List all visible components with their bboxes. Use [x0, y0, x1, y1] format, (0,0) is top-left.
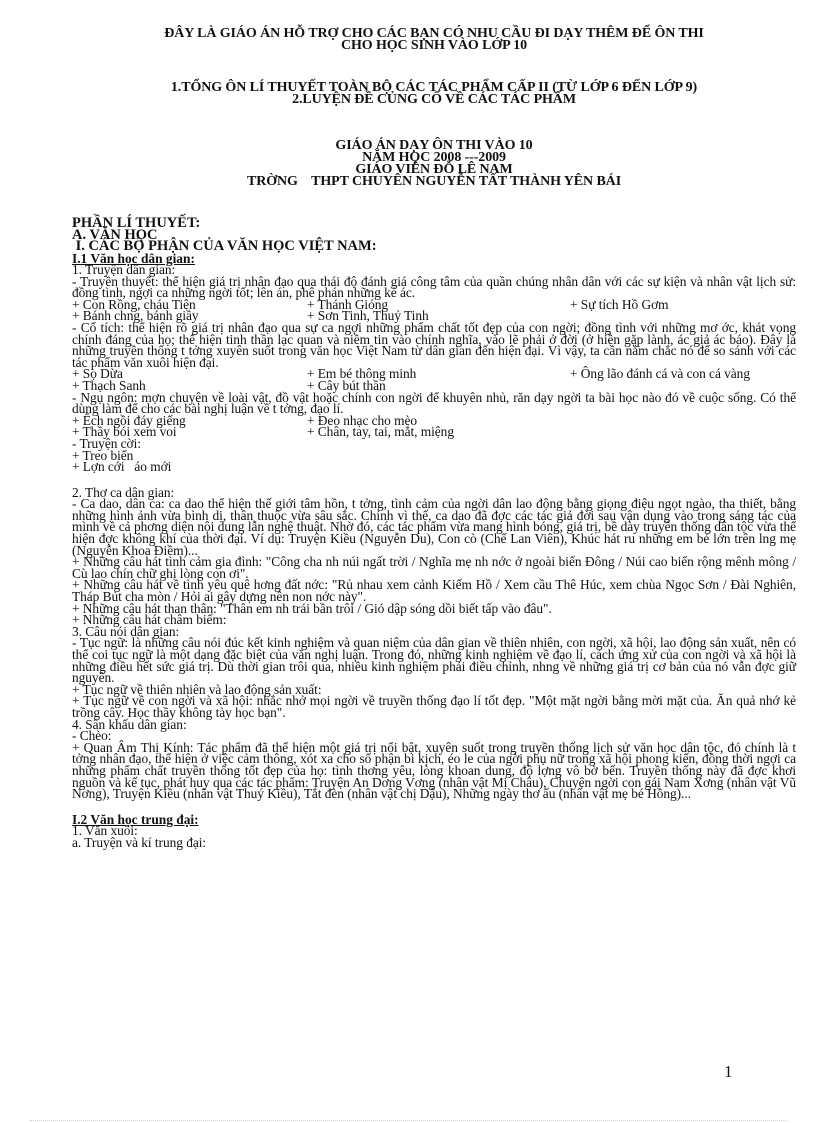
list-item: + Treo biển: [72, 447, 134, 463]
heading-line: GIÁO ÁN DẠY ÔN THI VÀO 10: [335, 138, 533, 153]
medieval-content: [72, 825, 796, 848]
paragraph: - Ngụ ngôn: mợn chuyện về loài vật, đồ vật hoặc chính con ngời để khuyên nhủ, răn dạy ngời ta bài học nào đó về cuộc sống. Có thể dùng làm để cho các bài nghị luận về t tởng, đạo lí.: [72, 389, 796, 417]
list-item: + Sự tích Hồ Gơm: [570, 296, 669, 312]
list-item: + Cây bút thần: [307, 377, 386, 393]
paragraph: + Những câu hát về tình yêu quê hơng đất nớc: "Rủ nhau xem cảnh Kiếm Hồ / Xem cầu Thê Húc, xem chùa Ngọc Sơn / Đài Nghiên, Tháp Bút cha mòn / Hỏi ai gây dựng nên non nớc này".: [72, 577, 796, 605]
part-heading: PHẦN LÍ THUYẾT:: [72, 215, 201, 231]
subsection-title: 4. Sân khấu dân gian:: [72, 716, 187, 732]
heading-line: ĐÂY LÀ GIÁO ÁN HỖ TRỢ CHO CÁC BẠN CÓ NHU CẦU ĐI DẠY THÊM ĐỂ ÔN THI: [164, 26, 704, 41]
paragraph: + Quan Âm Thị Kính: Tác phẩm đã thể hiện một giá trị nổi bật, xuyên suốt trong truyền thống lịch sử văn học dân tộc, đó chính là t tởng nhân đạo, thể hiện ở việc cảm thông, xót xa cho số phận bi kịch, éo le của ngời phụ nữ trong xã hội phong kiến, đồng thời ngợi ca những phẩm chất truyền thống tốt đẹp của họ: tình thơng yêu, lòng khoan dung, độ lợng vô bờ bến. Truyền thống này đã đợc khơi nguồn và kế tục, phát huy qua các tác phẩm: Truyện An Dơng Vơng (nhân vật Mị Châu), Chuyện ngời con gái Nam Xơng (nhân vật Vũ Nơng), Truyện Kiều (nhân vật Thuý Kiều), Tắt đèn (nhân vật chị Dậu), Những ngày thơ ấu (nhân vật mẹ bé Hồng)...: [72, 739, 796, 802]
subsection-title: 1. Văn xuôi:: [72, 823, 138, 839]
list-item: + Con Rồng, cháu Tiên: [72, 296, 196, 312]
heading-line: NĂM HỌC 2008 ---2009: [362, 150, 506, 165]
list-item: + Sơn Tinh, Thuỷ Tinh: [307, 308, 429, 324]
intro-heading: [72, 28, 796, 52]
list-item: + Ếch ngồi đáy giếng: [72, 412, 186, 428]
heading-line: TRỜNG THPT CHUYÊN NGUYỄN TẤT THÀNH YÊN BÁI: [246, 174, 622, 189]
list-row: [72, 368, 796, 380]
paragraph: + Những câu hát châm biếm:: [72, 612, 227, 628]
list-item: + Sọ Dừa: [72, 366, 123, 382]
paragraph: - Tục ngữ: là những câu nói đúc kết kinh nghiệm và quan niệm của dân gian về thiên nhiên, con ngời, xã hội, lao động sản xuất, nên có thể coi tục ngữ là một dạng đặc biệt của văn nghị luận. Trong đó, những kinh nghiệm về đạo lí, cách ứng xử của con ngời và xã hội là những điều hết sức giá trị. Dù thời gian trôi qua, nhiều kinh nghiệm phải điều chỉnh, nhng về những giá trị cơ bản của nó vẫn đợc giữ nguyên.: [72, 635, 796, 686]
list-item: + Thạch Sanh: [72, 377, 146, 393]
list-item: + Ông lão đánh cá và con cá vàng: [570, 366, 750, 382]
list-item: + Lợn cới áo mới: [72, 459, 172, 475]
section-i1-heading: I.1 Văn học dân gian:: [72, 250, 195, 266]
paragraph: + Tục ngữ về thiên nhiên và lao động sản xuất:: [72, 681, 322, 697]
paragraph: + Tục ngữ về con ngời và xã hội: nhắc nhở mọi ngời về truyền thống đạo lí tốt đẹp. "Một mặt ngời bằng mời mặt của. Ăn quả nhớ kẻ trồng cây. Học thầy không tày học bạn".: [72, 693, 796, 720]
list-item: + Bánh chng, bánh giầy: [72, 308, 199, 324]
list-item: [570, 415, 796, 427]
list-item: + Em bé thông minh: [307, 366, 417, 382]
list-item: + Thầy bói xem voi: [72, 424, 177, 440]
document-page: [72, 22, 796, 848]
folk-content: [72, 264, 796, 814]
page-divider: [30, 1120, 786, 1121]
subsection-title: 1. Truyện dân gian:: [72, 262, 176, 277]
page-number: 1: [724, 1062, 733, 1081]
paragraph: + Những câu hát tình cảm gia đình: "Công cha nh núi ngất trời / Nghĩa mẹ nh nớc ở ngoài biển Đông / Núi cao biển rộng mênh mông / Cù lao chín chữ ghi lòng con ơi".: [72, 554, 796, 581]
heading-line: 1.TỔNG ÔN LÍ THUYẾT TOÀN BỘ CÁC TÁC PHẨM CẤP II (TỪ LỚP 6 ĐẾN LỚP 9): [170, 80, 698, 95]
paragraph: - Ca dao, dân ca: ca dao thể hiện thế giới tâm hồn, t tởng, tình cảm của ngời dân lao động bằng giọng điệu ngọt ngào, tha thiết, bằng những hình ảnh vừa bình dị, thân thuộc vừa sâu sắc. Chính vì thế, ca dao đã đợc các tác giả đời sau vận dụng vào trong sáng tác của mình về cả phơng diện nội dung lẫn nghệ thuật. Nhờ đó, các tác phẩm vừa mang hình bóng, giá trị, bề dày truyền thống dân tộc vừa thể hiện đợc không khí của thời đại. Ví dụ: Truyện Kiều (Nguyễn Du), Con cò (Chế Lan Viên), Khúc hát ru những em bé lớn trên lng mẹ (Nguyễn Khoa Điềm)...: [72, 496, 796, 558]
list-item: [570, 426, 796, 438]
heading-line: GIÁO VIÊN ĐỖ LÊ NAM: [355, 162, 513, 177]
section-a-heading: A. VĂN HỌC: [72, 226, 158, 243]
section-i-heading: I. CÁC BỘ PHẬN CỦA VĂN HỌC VIỆT NAM:: [72, 238, 377, 254]
spacer: [72, 473, 796, 487]
heading-line: CHO HỌC SINH VÀO LỚP 10: [340, 38, 528, 53]
list-row: [72, 426, 796, 438]
subsection-title: 3. Câu nói dân gian:: [72, 623, 180, 639]
teacher-heading: [72, 140, 796, 188]
section-i2-heading: I.2 Văn học trung đại:: [72, 811, 199, 827]
subsection-title: 2. Thơ ca dân gian:: [72, 484, 175, 500]
paragraph: - Chèo:: [72, 728, 112, 744]
paragraph: + Những câu hát than thân: "Thân em nh trái bần trôi / Gió dập sóng dồi biết tấp vào đâu".: [72, 600, 552, 616]
heading-line: 2.LUYỆN ĐỀ CỦNG CỐ VỀ CÁC TÁC PHẨM: [292, 92, 576, 107]
paragraph: - Cổ tích: thể hiện rõ giá trị nhân đạo qua sự ca ngợi những phẩm chất tốt đẹp của con ngời; đồng tình với những mơ ớc, khát vọng chính đáng của họ; thể hiện tinh thần lạc quan và niềm tin vào chính nghĩa, vào lẽ phải ở đời (ở hiền gặp lành, ác giả ác báo). Đây là những truyền thống t tởng xuyên suốt trong văn học Việt Nam từ dân gian đến hiện đại. Vì vậy, ta cần nắm chắc nó để so sánh với các tác phẩm văn xuôi hiện đại.: [72, 319, 796, 370]
paragraph: - Truyện cời:: [72, 435, 141, 451]
list-item: + Đeo nhạc cho mèo: [307, 412, 418, 428]
paragraph: - Truyền thuyết: thể hiện giá trị nhân đạo qua thái độ đánh giá công tâm của quần chúng nhân dân với các sự kiện và nhân vật lịch sử: đồng tình, ngợi ca những ngời tốt; lên án, phê phán những kẻ ác.: [72, 273, 796, 301]
topics-heading: [72, 82, 796, 106]
subsection-title: a. Truyện và kí trung đại:: [72, 834, 207, 850]
list-item: + Chân, tay, tai, mắt, miệng: [307, 424, 454, 440]
list-item: + Thánh Gióng: [307, 296, 389, 312]
